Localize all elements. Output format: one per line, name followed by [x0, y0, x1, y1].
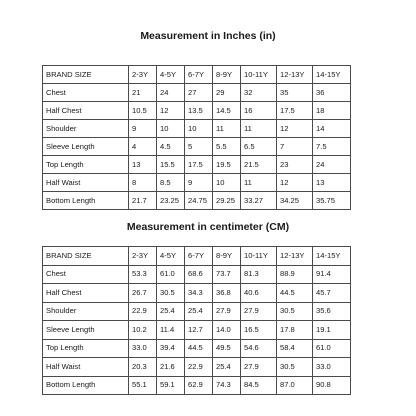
measurement-cell: 34.25: [277, 192, 313, 210]
measurement-cell: 29: [213, 84, 241, 102]
measurement-cell: 12: [157, 102, 185, 120]
measurement-cell: 22.9: [129, 302, 157, 321]
header-cell-size: 8-9Y: [213, 66, 241, 84]
measurement-cell: 11: [241, 120, 277, 138]
measurement-cell: 87.0: [277, 376, 313, 395]
measurement-cell: 33.0: [129, 339, 157, 358]
measurement-cell: 17.5: [185, 156, 213, 174]
header-cell-size: 2-3Y: [129, 247, 157, 266]
measurement-cell: 91.4: [313, 265, 351, 284]
table-row: [43, 120, 351, 138]
measurement-cell: 8: [129, 174, 157, 192]
measurement-cell: 84.5: [241, 376, 277, 395]
header-cell-size: 6-7Y: [185, 66, 213, 84]
measurement-cell: 30.5: [277, 302, 313, 321]
measurement-cell: 35.75: [313, 192, 351, 210]
measurement-cell: 9: [185, 174, 213, 192]
measurement-cell: 27.9: [241, 358, 277, 377]
measurement-cell: 11.4: [157, 321, 185, 340]
measurement-cell: 19.5: [213, 156, 241, 174]
measurement-cell: 4.5: [157, 138, 185, 156]
measurement-cell: 74.3: [213, 376, 241, 395]
measurement-cell: 5.5: [213, 138, 241, 156]
measurement-cell: 32: [241, 84, 277, 102]
measurement-cell: 12.7: [185, 321, 213, 340]
measurement-cell: 73.7: [213, 265, 241, 284]
table-row: [43, 174, 351, 192]
measurement-cell: 20.3: [129, 358, 157, 377]
measurement-cell: 39.4: [157, 339, 185, 358]
measurement-cell: 49.5: [213, 339, 241, 358]
table-row: [43, 339, 351, 358]
cm-size-table: [42, 246, 351, 395]
measurement-cell: 36: [313, 84, 351, 102]
measurement-cell: 40.6: [241, 284, 277, 303]
row-label-cell: Bottom Length: [43, 192, 129, 210]
row-label-cell: Chest: [43, 265, 129, 284]
measurement-cell: 30.5: [277, 358, 313, 377]
header-cell-size: 14-15Y: [313, 247, 351, 266]
header-cell-size: 12-13Y: [277, 66, 313, 84]
header-cell-size: 10-11Y: [241, 66, 277, 84]
row-label-cell: Half Chest: [43, 284, 129, 303]
header-cell-size: 4-5Y: [157, 66, 185, 84]
cm-title: Measurement in centimeter (CM): [126, 221, 290, 233]
measurement-cell: 24: [313, 156, 351, 174]
measurement-cell: 27.9: [241, 302, 277, 321]
table-row: [43, 265, 351, 284]
table-row: [43, 102, 351, 120]
measurement-cell: 13: [129, 156, 157, 174]
measurement-cell: 81.3: [241, 265, 277, 284]
measurement-cell: 90.8: [313, 376, 351, 395]
row-label-cell: Half Waist: [43, 358, 129, 377]
row-label-cell: Sleeve Length: [43, 138, 129, 156]
table-row: [43, 138, 351, 156]
row-label-cell: Half Chest: [43, 102, 129, 120]
measurement-cell: 19.1: [313, 321, 351, 340]
header-cell-size: 10-11Y: [241, 247, 277, 266]
header-cell-brand-size: BRAND SIZE: [43, 247, 129, 266]
table-header-row: [43, 66, 351, 84]
measurement-cell: 16: [241, 102, 277, 120]
table-row: [43, 302, 351, 321]
measurement-cell: 21.6: [157, 358, 185, 377]
table-row: [43, 156, 351, 174]
measurement-cell: 24.75: [185, 192, 213, 210]
measurement-cell: 36.8: [213, 284, 241, 303]
measurement-cell: 17.5: [277, 102, 313, 120]
table-header-row: [43, 247, 351, 266]
measurement-cell: 10: [213, 174, 241, 192]
measurement-cell: 30.5: [157, 284, 185, 303]
row-label-cell: Half Waist: [43, 174, 129, 192]
measurement-cell: 12: [277, 120, 313, 138]
measurement-cell: 13.5: [185, 102, 213, 120]
row-label-cell: Shoulder: [43, 302, 129, 321]
measurement-cell: 24: [157, 84, 185, 102]
measurement-cell: 58.4: [277, 339, 313, 358]
measurement-cell: 10: [157, 120, 185, 138]
measurement-cell: 22.9: [185, 358, 213, 377]
measurement-cell: 13: [313, 174, 351, 192]
header-cell-brand-size: BRAND SIZE: [43, 66, 129, 84]
row-label-cell: Sleeve Length: [43, 321, 129, 340]
header-cell-size: 2-3Y: [129, 66, 157, 84]
measurement-cell: 88.9: [277, 265, 313, 284]
measurement-cell: 15.5: [157, 156, 185, 174]
inches-size-table: [42, 65, 351, 210]
measurement-cell: 10.2: [129, 321, 157, 340]
header-cell-size: 12-13Y: [277, 247, 313, 266]
row-label-cell: Top Length: [43, 156, 129, 174]
measurement-cell: 10: [185, 120, 213, 138]
measurement-cell: 44.5: [277, 284, 313, 303]
measurement-cell: 61.0: [157, 265, 185, 284]
measurement-cell: 10.5: [129, 102, 157, 120]
measurement-cell: 68.6: [185, 265, 213, 284]
measurement-cell: 33.27: [241, 192, 277, 210]
measurement-cell: 27.9: [213, 302, 241, 321]
measurement-cell: 23.25: [157, 192, 185, 210]
measurement-cell: 14: [313, 120, 351, 138]
measurement-cell: 7: [277, 138, 313, 156]
measurement-cell: 25.4: [185, 302, 213, 321]
measurement-cell: 44.5: [185, 339, 213, 358]
row-label-cell: Chest: [43, 84, 129, 102]
header-cell-size: 14-15Y: [313, 66, 351, 84]
measurement-cell: 29.25: [213, 192, 241, 210]
row-label-cell: Bottom Length: [43, 376, 129, 395]
measurement-cell: 25.4: [213, 358, 241, 377]
measurement-cell: 14.0: [213, 321, 241, 340]
table-row: [43, 192, 351, 210]
measurement-cell: 61.0: [313, 339, 351, 358]
measurement-cell: 45.7: [313, 284, 351, 303]
table-row: [43, 84, 351, 102]
measurement-cell: 6.5: [241, 138, 277, 156]
measurement-cell: 35.6: [313, 302, 351, 321]
header-cell-size: 8-9Y: [213, 247, 241, 266]
header-cell-size: 6-7Y: [185, 247, 213, 266]
measurement-cell: 55.1: [129, 376, 157, 395]
measurement-cell: 21: [129, 84, 157, 102]
measurement-cell: 35: [277, 84, 313, 102]
table-row: [43, 284, 351, 303]
row-label-cell: Top Length: [43, 339, 129, 358]
measurement-cell: 16.5: [241, 321, 277, 340]
row-label-cell: Shoulder: [43, 120, 129, 138]
inches-title: Measurement in Inches (in): [140, 30, 276, 42]
measurement-cell: 21.5: [241, 156, 277, 174]
table-row: [43, 358, 351, 377]
measurement-cell: 14.5: [213, 102, 241, 120]
measurement-cell: 25.4: [157, 302, 185, 321]
measurement-cell: 26.7: [129, 284, 157, 303]
measurement-cell: 54.6: [241, 339, 277, 358]
measurement-cell: 17.8: [277, 321, 313, 340]
measurement-cell: 62.9: [185, 376, 213, 395]
measurement-cell: 27: [185, 84, 213, 102]
measurement-cell: 53.3: [129, 265, 157, 284]
measurement-cell: 21.7: [129, 192, 157, 210]
measurement-cell: 12: [277, 174, 313, 192]
table-row: [43, 376, 351, 395]
measurement-cell: 8.5: [157, 174, 185, 192]
measurement-cell: 34.3: [185, 284, 213, 303]
measurement-cell: 11: [241, 174, 277, 192]
measurement-cell: 5: [185, 138, 213, 156]
measurement-cell: 59.1: [157, 376, 185, 395]
measurement-cell: 4: [129, 138, 157, 156]
measurement-cell: 18: [313, 102, 351, 120]
measurement-cell: 33.0: [313, 358, 351, 377]
table-row: [43, 321, 351, 340]
measurement-cell: 7.5: [313, 138, 351, 156]
measurement-cell: 23: [277, 156, 313, 174]
measurement-cell: 11: [213, 120, 241, 138]
measurement-cell: 9: [129, 120, 157, 138]
header-cell-size: 4-5Y: [157, 247, 185, 266]
